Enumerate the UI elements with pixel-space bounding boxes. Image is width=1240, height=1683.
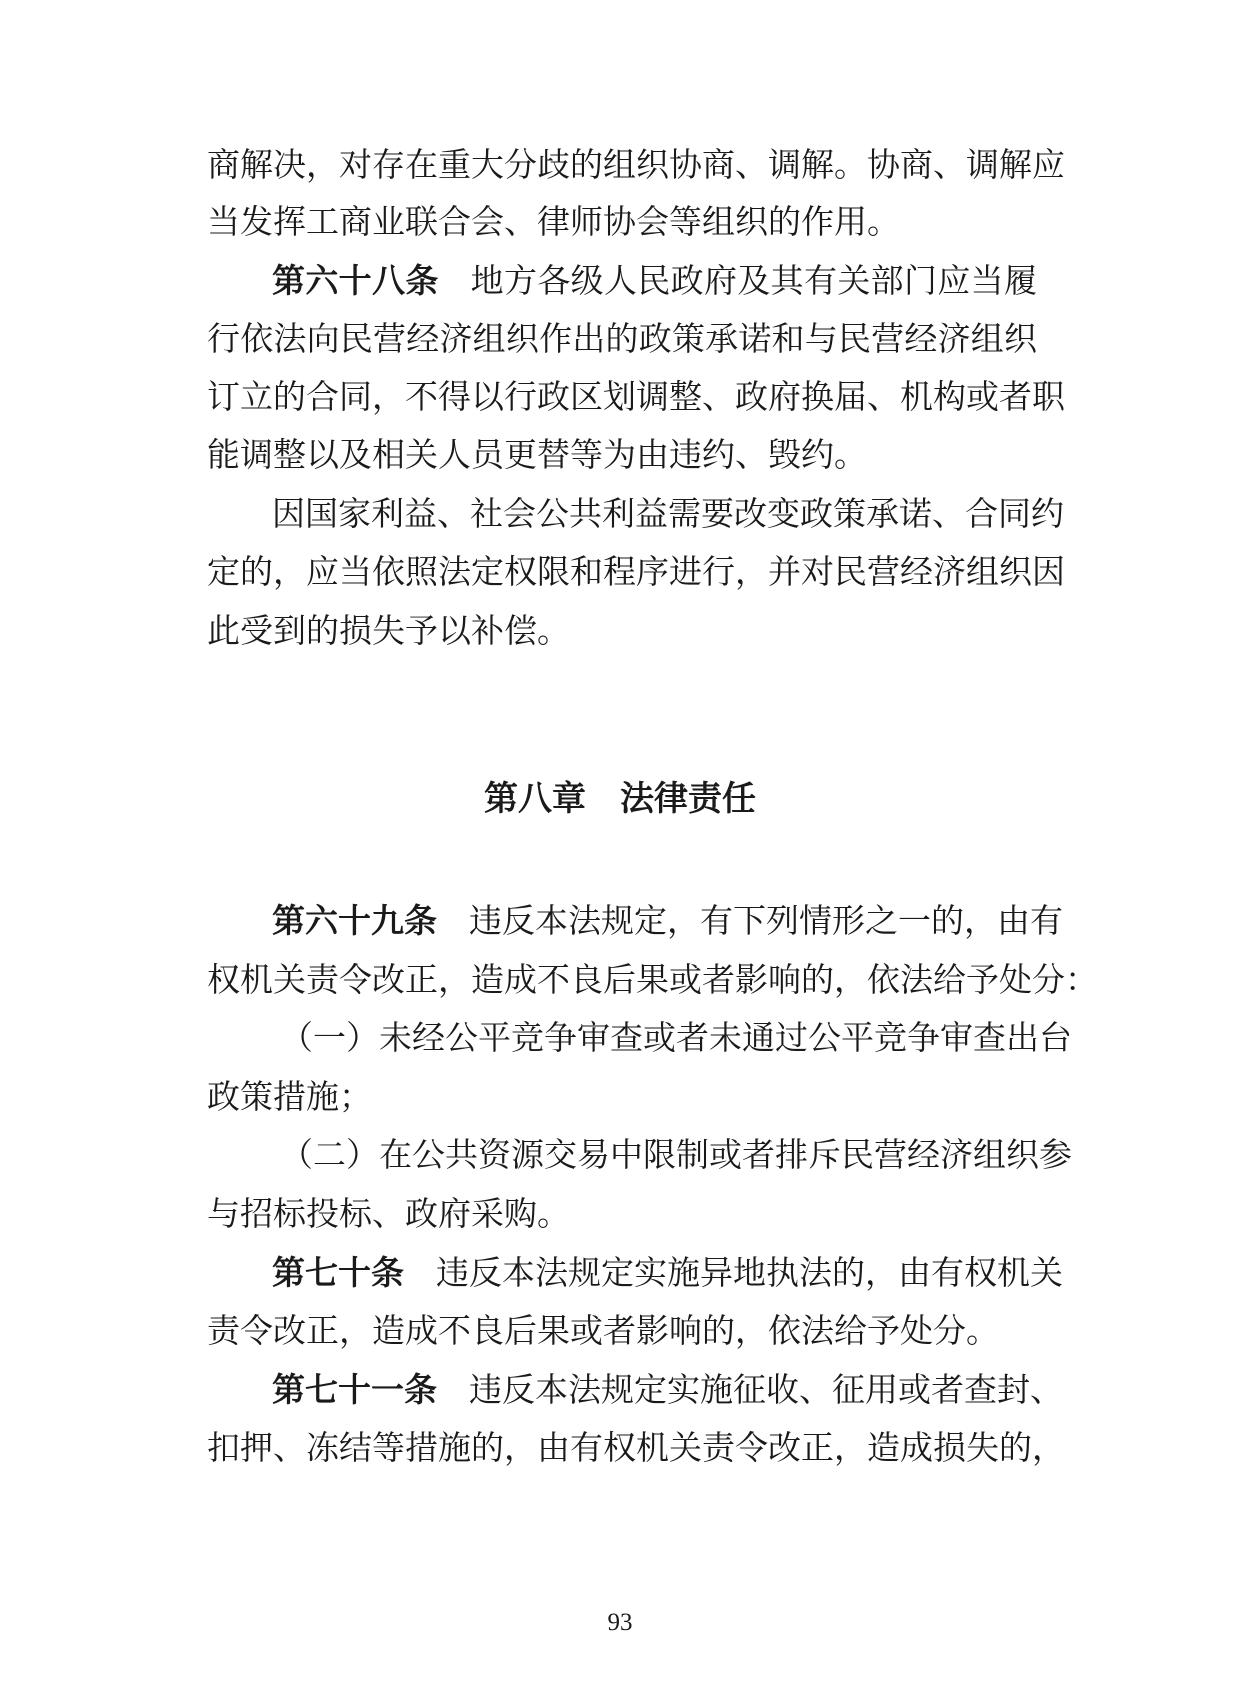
text-line: 权机关责令改正，造成不良后果或者影响的，依法给予处分：	[207, 960, 1098, 999]
article-68-line	[272, 261, 1037, 301]
text-line: 订立的合同，不得以行政区划调整、政府换届、机构或者职	[207, 377, 1065, 416]
article-number: 第七十条	[272, 1253, 404, 1292]
text-line: 当发挥工商业联合会、律师协会等组织的作用。	[207, 202, 900, 241]
text-line: 责令改正，造成不良后果或者影响的，依法给予处分。	[207, 1311, 999, 1350]
article-69-line	[272, 901, 1063, 941]
text-line: 扣押、冻结等措施的，由有权机关责令改正，造成损失的，	[207, 1428, 1065, 1467]
text-span: 违反本法规定实施征收、征用或者查封、	[469, 1370, 1063, 1409]
article-number: 第七十一条	[272, 1370, 437, 1409]
text-line: 能调整以及相关人员更替等为由违约、毁约。	[207, 435, 867, 474]
text-span: 违反本法规定实施异地执法的，由有权机关	[436, 1253, 1063, 1292]
text-line: 定的，应当依照法定权限和程序进行，并对民营经济组织因	[207, 552, 1065, 591]
text-span: 违反本法规定，有下列情形之一的，由有	[469, 901, 1063, 940]
text-span: 地方各级人民政府及其有关部门应当履	[470, 261, 1038, 300]
text-line: （二）在公共资源交易中限制或者排斥民营经济组织参	[280, 1135, 1072, 1174]
text-line: 因国家利益、社会公共利益需要改变政策承诺、合同约	[272, 494, 1064, 533]
article-number: 第六十八条	[272, 261, 439, 300]
chapter-heading: 第八章 法律责任	[484, 779, 756, 819]
article-number: 第六十九条	[272, 901, 437, 940]
text-line: 行依法向民营经济组织作出的政策承诺和与民营经济组织	[207, 319, 1037, 358]
text-line: 与招标投标、政府采购。	[207, 1194, 570, 1233]
page-number: 93	[607, 1609, 633, 1636]
text-line: 商解决，对存在重大分歧的组织协商、调解。协商、调解应	[207, 145, 1065, 184]
article-71-line	[272, 1370, 1063, 1410]
text-line: 此受到的损失予以补偿。	[207, 611, 570, 650]
article-70-line	[272, 1253, 1063, 1293]
text-line: 政策措施；	[207, 1077, 372, 1116]
text-line: （一）未经公平竞争审查或者未通过公平竞争审查出台	[280, 1018, 1072, 1057]
